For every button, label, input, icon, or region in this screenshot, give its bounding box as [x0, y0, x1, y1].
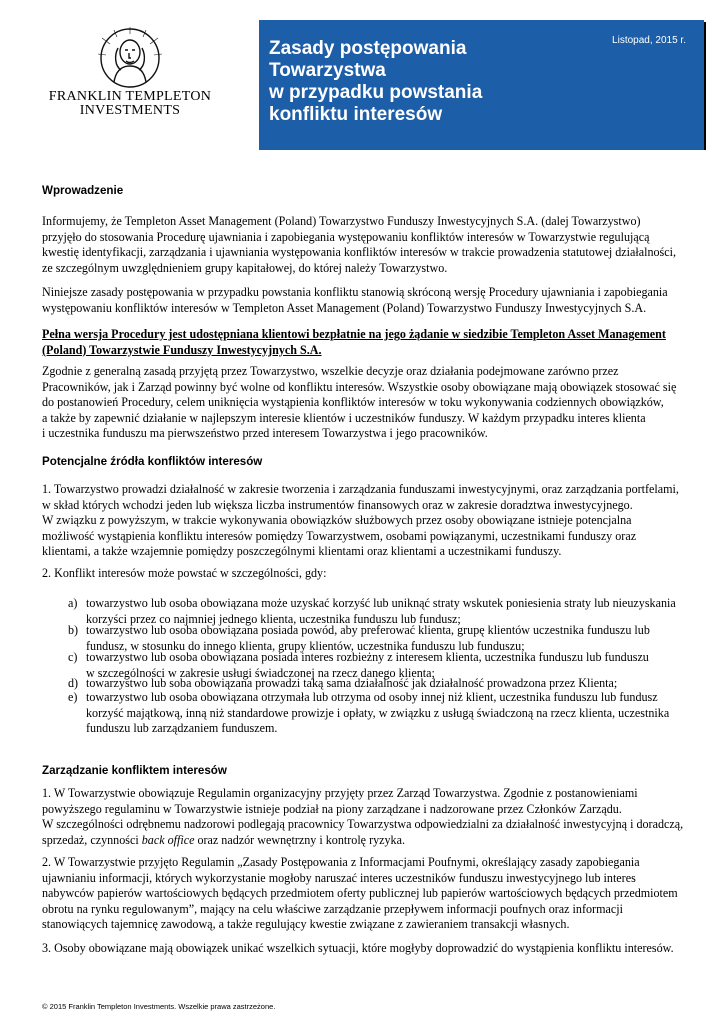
intro-paragraph-3-bold	[42, 327, 692, 358]
management-paragraph-3: 3. Osoby obowiązane mają obowiązek unikać wszelkich sytuacji, które mogłyby doprowadzić do wystąpienia konfliktu interesów.	[42, 941, 674, 955]
list-label: a)	[68, 596, 78, 610]
text-line: do postanowień Procedury, celem uniknięcia wystąpienia konfliktów interesów w toku wykonywania codziennych obowiązków,	[42, 395, 664, 410]
title-line: w przypadku powstania	[269, 82, 483, 103]
list-label: c)	[68, 650, 78, 664]
sources-paragraph-2: 2. Konflikt interesów może powstać w szczególności, gdy:	[42, 566, 327, 580]
text-line: towarzystwo lub osoba obowiązana otrzymała lub otrzyma od osoby innej niż klient, uczestnika funduszu lub fundusz	[86, 690, 658, 704]
text-line: nabywców papierów wartościowych będących przedmiotem oferty publicznej lub papierów wartościowych będących przedmiotem	[42, 886, 678, 901]
text-line: występowaniu konfliktów interesów w Templeton Asset Management (Poland) Towarzystwo Funduszy Inwestycyjnych S.A.	[42, 300, 647, 315]
text-line: towarzystwo lub osoba obowiązana posiada powód, aby preferować klienta, grupę klientów uczestnika funduszu lub	[86, 623, 650, 637]
title-line: konfliktu interesów	[269, 104, 443, 125]
text-line: Informujemy, że Templeton Asset Management (Poland) Towarzystwo Funduszy Inwestycyjnych S.A. (dalej Towarzystwo)	[42, 214, 641, 228]
intro-paragraph-4	[42, 364, 692, 442]
franklin-templeton-logo	[36, 26, 224, 126]
header-banner	[259, 20, 704, 150]
title-line: Zasady postępowania	[269, 38, 467, 59]
text-line: 1. W Towarzystwie obowiązuje Regulamin organizacyjny przyjęty przez Zarząd Towarzystwa. Zgodnie z postanowieniami	[42, 786, 638, 800]
text-line: Zgodnie z generalną zasadą przyjętą przez Towarzystwo, wszelkie decyzje oraz działania podejmowane zarówno przez	[42, 364, 619, 378]
sources-heading: Potencjalne źródła konfliktów interesów	[42, 455, 263, 468]
list-label: b)	[68, 623, 79, 637]
text-line: powyższego regulaminu w Towarzystwie istnieje podział na piony zarządzane i nadzorowane przez Członków Zarządu.	[42, 801, 622, 816]
text-line	[42, 833, 692, 849]
text-line: korzyści przez co najmniej jednego klienta, uczestnika funduszu lub fundusz;	[86, 611, 461, 626]
text-line: a także by zapewnić działanie w najlepszym interesie klientów i uczestników funduszy. W każdym przypadku interes klienta	[42, 410, 646, 425]
logo-line-2: INVESTMENTS	[79, 103, 181, 118]
text-line: kwestię identyfikacji, zarządzania i ujawniania występowania konfliktów interesów w trakcie prowadzenia statutowej działalności,	[42, 245, 677, 260]
benjamin-franklin-portrait-icon	[88, 26, 172, 88]
text-line: 2. W Towarzystwie przyjęto Regulamin „Zasady Postępowania z Informacjami Poufnymi, określający zasady zapobiegania	[42, 855, 640, 869]
text-line: stanowiących tajemnicę zawodową, a także regulujący kwestie związane z zawieraniem transakcji własnych.	[42, 917, 570, 932]
title-line: Towarzystwa	[269, 60, 386, 81]
management-heading: Zarządzanie konfliktem interesów	[42, 764, 227, 777]
text-line: w szczególności w zakresie usługi świadczonej na rzecz danego klienta;	[86, 665, 435, 680]
text-line: i uczestnika funduszu ma pierwszeństwo przed interesem Towarzystwa i jego pracowników.	[42, 426, 488, 441]
list-label: d)	[68, 676, 79, 690]
text-line: obrotu na rynku regulowanym”, mający na celu właściwe zarządzanie przepływem informacji poufnych oraz informacji	[42, 901, 623, 916]
text-line: Pracowników, jak i Zarząd powinny być wolne od konfliktu interesów. Wszystkie osoby obowiązane mają obowiązek stosować się	[42, 379, 677, 394]
text-line: ujawnianiu informacji, których wykorzystanie mogłoby naruszać interes uczestników funduszu inwestycyjnego lub interes	[42, 870, 636, 885]
text-fragment: sprzedaż, czynności	[42, 832, 142, 847]
text-line: korzyść majątkową, inną niż standardowe prowizje i opłaty, w związku z usługą świadczoną na rzecz klienta, uczestnika	[86, 705, 670, 720]
list-label: e)	[68, 690, 78, 704]
document-date: Listopad, 2015 r.	[612, 35, 686, 46]
sources-paragraph-1	[42, 482, 692, 560]
intro-paragraph-2	[42, 285, 692, 316]
text-line: (Poland) Towarzystwie Funduszy Inwestycyjnych S.A.	[42, 342, 322, 357]
text-line: towarzystwo lub osoba obowiązana może uzyskać korzyść lub uniknąć straty wskutek poniesienia straty lub nieuzyskania	[86, 596, 676, 610]
text-line: towarzystwo lub soba obowiązana prowadzi taką sama działalność jak działalność prowadzona przez Klienta;	[86, 676, 618, 690]
text-line: funduszu lub zarządzaniem funduszem.	[86, 721, 278, 736]
intro-heading: Wprowadzenie	[42, 184, 124, 197]
text-line: w skład których wchodzi jeden lub większa liczba instrumentów finansowych oraz w zakresie doradztwa inwestycyjnego.	[42, 497, 633, 512]
text-line: W szczególności odrębnemu nadzorowi podlegają pracownicy Towarzystwa odpowiedzialni za działalność inwestycyjną i doradczą,	[42, 817, 684, 832]
text-line: Pełna wersja Procedury jest udostępniana klientowi bezpłatnie na jego żądanie w siedzibie Templeton Asset Management	[42, 327, 666, 341]
text-line: W związku z powyższym, w trakcie wykonywania obowiązków służbowych przez osoby obowiązane istnieje potencjalna	[42, 513, 632, 528]
text-line: fundusz, w stosunku do innego klienta, grupy klientów, uczestnika funduszu lub funduszu;	[86, 638, 525, 653]
management-paragraph-1	[42, 786, 692, 848]
text-line: 1. Towarzystwo prowadzi działalność w zakresie tworzenia i zarządzania funduszami inwestycyjnymi, oraz zarządzania portfelami,	[42, 482, 679, 496]
text-line: możliwość wystąpienia konfliktu interesów pomiędzy Towarzystwem, osobami powiązanymi, uczestnikami funduszy oraz	[42, 528, 637, 543]
management-paragraph-2	[42, 855, 692, 933]
copyright-footer: © 2015 Franklin Templeton Investments. Wszelkie prawa zastrzeżone.	[42, 1002, 276, 1011]
text-fragment: oraz nadzór wewnętrzny i kontrolę ryzyka.	[194, 832, 405, 847]
intro-paragraph-1	[42, 214, 692, 276]
banner-shadow-edge	[704, 22, 706, 150]
text-line: Niniejsze zasady postępowania w przypadku powstania konfliktu stanowią skróconą wersję Procedury ujawniania i zapobiegania	[42, 285, 668, 299]
text-line: klientami, a także wzajemnie pomiędzy poszczególnymi klientami oraz klientami a uczestnikami funduszy.	[42, 544, 562, 559]
text-line: ze szczególnym uwzględnieniem grupy kapitałowej, do której należy Towarzystwo.	[42, 260, 448, 275]
text-line: przyjęło do stosowania Procedurę ujawniania i zapobiegania występowaniu konfliktów interesów w Towarzystwie regulującą	[42, 229, 650, 244]
text-line: towarzystwo lub osoba obowiązana posiada interes rozbieżny z interesem klienta, uczestnika funduszu lub funduszu	[86, 650, 649, 664]
italic-term: back office	[141, 832, 195, 847]
logo-line-1: FRANKLIN TEMPLETON	[48, 89, 212, 104]
document-title	[269, 38, 589, 126]
